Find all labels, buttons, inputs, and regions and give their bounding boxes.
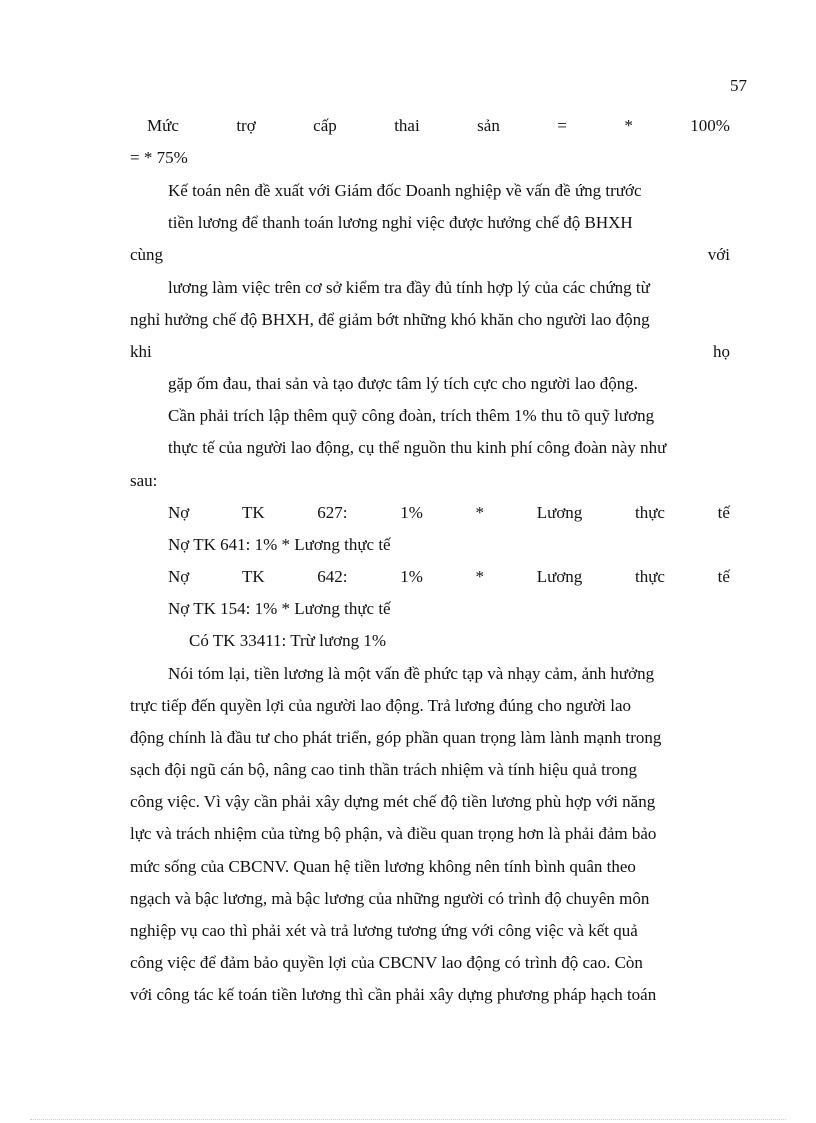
formula-word: * [624,116,633,135]
formula-word: cấp [313,116,337,135]
word: 627: [317,503,348,522]
formula-word: sản [477,116,500,135]
word: * [475,567,485,586]
word: họ [713,342,730,361]
word: với [707,245,730,264]
word: khi [130,342,152,361]
formula-line [147,114,730,138]
word: tế [717,567,730,586]
word: tế [717,503,730,522]
word: thực [634,503,665,522]
formula-word: Mức [147,116,179,135]
paragraph-line: công việc để đảm bảo quyền lợi của CBCNV lao động có trình độ cao. Còn [130,953,643,972]
paragraph-line: trực tiếp đến quyền lợi của người lao động. Trả lương đúng cho người lao [130,696,632,715]
formula-word: = [557,116,567,135]
word: cùng [130,245,164,264]
paragraph-line: công việc. Vì vậy cần phải xây dựng mét chế độ tiền lương phù hợp với năng [130,792,656,811]
word: Nợ [168,567,190,586]
word: 1% [400,503,423,522]
word: Lương [536,567,583,586]
paragraph-line: động chính là đầu tư cho phát triển, góp phần quan trọng làm lành mạnh trong [130,728,662,747]
paragraph-line: lương làm việc trên cơ sở kiểm tra đầy đủ tính hợp lý của các chứng từ [168,278,650,297]
paragraph-line: sạch đội ngũ cán bộ, nâng cao tinh thần trách nhiệm và tính hiệu quả trong [130,760,638,779]
word: * [475,503,485,522]
paragraph-line [130,243,730,267]
word: 642: [317,567,348,586]
page-number: 57 [730,76,747,95]
paragraph-line: tiền lương để thanh toán lương nghỉ việc được hưởng chế độ BHXH [168,213,633,232]
word: Nợ [168,503,190,522]
page-bottom-rule [30,1119,786,1120]
word: Lương [536,503,583,522]
word: TK [241,503,265,522]
paragraph-line: ngạch và bậc lương, mà bậc lương của những người có trình độ chuyên môn [130,889,650,908]
paragraph-line: sau: [130,471,158,490]
paragraph-line: Nói tóm lại, tiền lương là một vấn đề phức tạp và nhạy cảm, ảnh hưởng [168,664,655,683]
paragraph-line: gặp ốm đau, thai sản và tạo được tâm lý tích cực cho người lao động. [168,374,639,393]
word: TK [241,567,265,586]
formula-word: 100% [690,116,730,135]
entry-642 [168,565,730,589]
credit-entry-33411: Có TK 33411: Trừ lương 1% [189,631,386,650]
paragraph-line: nghỉ hưởng chế độ BHXH, để giảm bớt những khó khăn cho người lao động [130,310,650,329]
paragraph-line: Cần phải trích lập thêm quỹ công đoàn, trích thêm 1% thu tõ quỹ lương [168,406,655,425]
formula-continuation: = * 75% [130,148,188,167]
paragraph-line: Kế toán nên đề xuất với Giám đốc Doanh nghiệp về vấn đề ứng trước [168,181,642,200]
word: 1% [400,567,423,586]
entry-154: Nợ TK 154: 1% * Lương thực tế [168,599,391,618]
entry-641: Nợ TK 641: 1% * Lương thực tế [168,535,391,554]
paragraph-line: với công tác kế toán tiền lương thì cần phải xây dựng phương pháp hạch toán [130,985,657,1004]
paragraph-line: lực và trách nhiệm của từng bộ phận, và điều quan trọng hơn là phải đảm bảo [130,824,657,843]
paragraph-line: mức sống của CBCNV. Quan hệ tiền lương không nên tính bình quân theo [130,857,636,876]
paragraph-line [130,340,730,364]
word: thực [634,567,665,586]
paragraph-line: thực tế của người lao động, cụ thể nguồn thu kinh phí công đoàn này như [168,438,667,457]
formula-word: thai [394,116,420,135]
entry-627 [168,501,730,525]
formula-word: trợ [236,116,256,135]
paragraph-line: nghiệp vụ cao thì phải xét và trả lương tương ứng với công việc và kết quả [130,921,638,940]
